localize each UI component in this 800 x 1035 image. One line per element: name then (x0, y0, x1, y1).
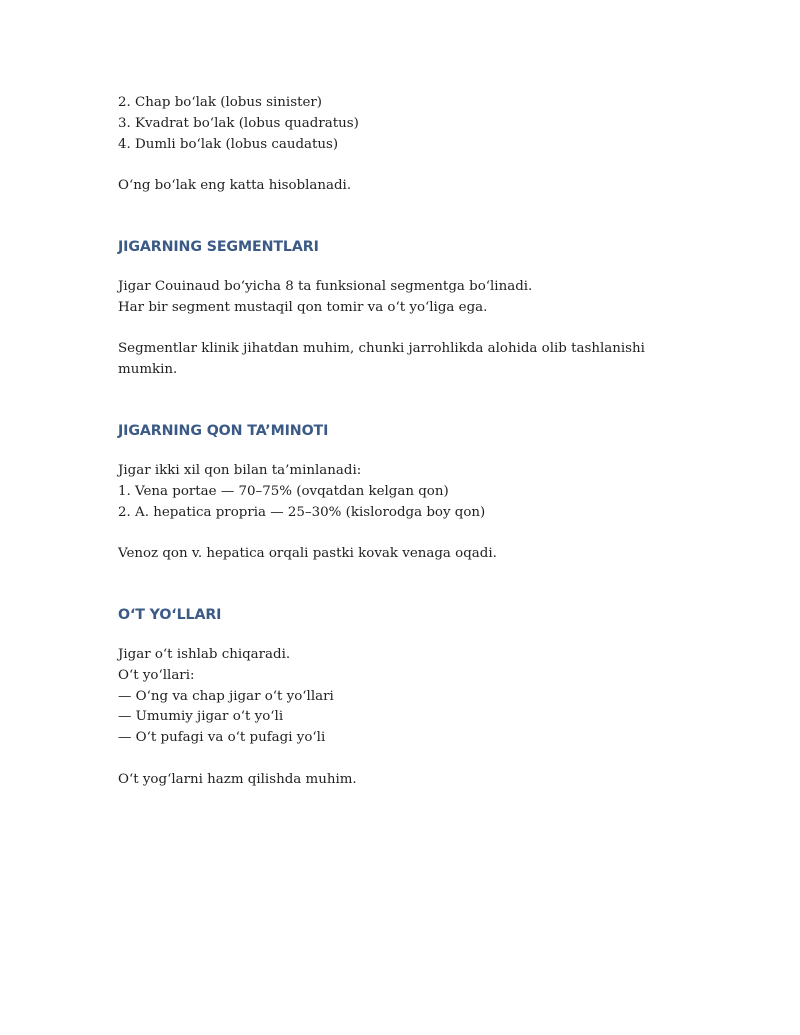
section-heading-blood-supply: JIGARNING QON TA’MINOTI (118, 422, 329, 439)
paragraph-line: Jigar o‘t ishlab chiqaradi. (118, 646, 291, 662)
paragraph-line: Jigar Couinaud bo‘yicha 8 ta funksional segmentga bo‘linadi. (118, 278, 533, 294)
section-heading-segments: JIGARNING SEGMENTLARI (118, 238, 319, 255)
paragraph-line: Segmentlar klinik jihatdan muhim, chunki jarrohlikda alohida olib tashlanishi (118, 341, 645, 357)
paragraph-line: O‘t yo‘llari: (118, 667, 195, 683)
paragraph-gap (118, 155, 678, 176)
list-item: — Umumiy jigar o‘t yo‘li (118, 709, 284, 725)
segments-paragraph-1 (118, 277, 678, 319)
paragraph-line: Jigar ikki xil qon bilan ta’minlanadi: (118, 462, 362, 478)
list-item: 2. A. hepatica propria — 25–30% (kislorodga boy qon) (118, 504, 486, 520)
paragraph-gap (118, 319, 678, 340)
list-item: 3. Kvadrat bo‘lak (lobus quadratus) (118, 115, 359, 131)
paragraph-line: mumkin. (118, 362, 178, 378)
paragraph-gap (118, 749, 678, 770)
paragraph-line: O‘t yog‘larni hazm qilishda muhim. (118, 771, 357, 787)
document-body (118, 93, 678, 791)
paragraph-line: Har bir segment mustaqil qon tomir va o‘t yo‘liga ega. (118, 299, 488, 315)
segments-paragraph-2 (118, 339, 678, 381)
list-item: 1. Vena portae — 70–75% (ovqatdan kelgan qon) (118, 483, 449, 499)
blood-paragraph-2 (118, 544, 678, 565)
list-item: 4. Dumli bo‘lak (lobus caudatus) (118, 136, 339, 152)
list-item: — O‘t pufagi va o‘t pufagi yo‘li (118, 730, 326, 746)
paragraph-line: O‘ng bo‘lak eng katta hisoblanadi. (118, 178, 352, 194)
bile-paragraph-1 (118, 645, 678, 749)
bile-paragraph-2 (118, 770, 678, 791)
section-heading-bile-ducts: O‘T YO‘LLARI (118, 606, 222, 623)
lobes-note (118, 176, 678, 197)
blood-paragraph-1 (118, 461, 678, 523)
paragraph-gap (118, 523, 678, 544)
list-item: 2. Chap bo‘lak (lobus sinister) (118, 95, 322, 110)
lobes-list (118, 93, 678, 155)
paragraph-line: Venoz qon v. hepatica orqali pastki kovak venaga oqadi. (118, 546, 497, 562)
list-item: — O‘ng va chap jigar o‘t yo‘llari (118, 688, 334, 704)
